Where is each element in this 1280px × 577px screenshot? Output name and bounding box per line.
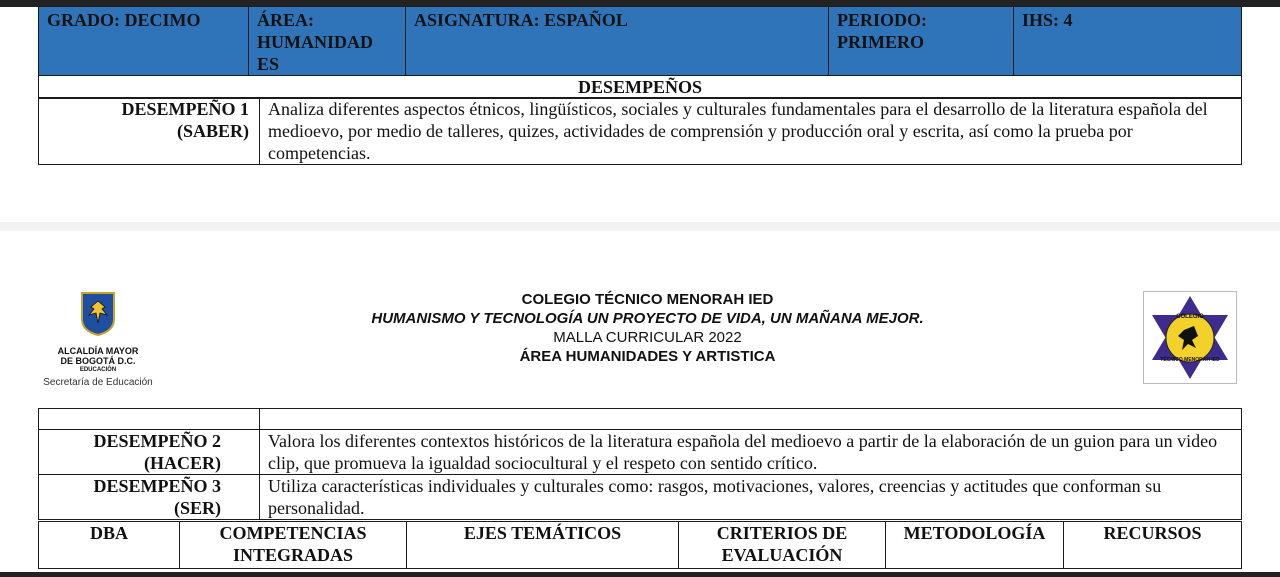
bottom-edge [0,572,1280,577]
periodo-cell: PERIODO: PRIMERO [829,7,1014,76]
column-ejes: EJES TEMÁTICOS [407,522,679,569]
area-title: ÁREA HUMANIDADES Y ARTISTICA [519,348,776,365]
star-of-david-icon [1144,292,1236,383]
school-name: COLEGIO TÉCNICO MENORAH IED [521,291,774,308]
desempeno3-label: DESEMPEÑO 3 (SER) [39,475,260,520]
document-page-2 [0,231,1280,577]
grado-cell: GRADO: DECIMO [39,7,249,76]
subheading-row [39,76,1242,99]
document-heading [300,290,995,366]
desempenos-heading: DESEMPEÑOS [39,76,1242,99]
column-dba: DBA [39,522,180,569]
header-table [38,6,1242,99]
document-page-1 [0,0,1280,222]
planning-columns-table [38,521,1242,569]
school-motto: HUMANISMO Y TECNOLOGÍA UN PROYECTO DE VIDA, UN MAÑANA MEJOR. [371,310,924,327]
desempeno1-row [39,98,1242,165]
desempeno2-label: DESEMPEÑO 2 (HACER) [39,430,260,475]
bogota-crest-icon [78,291,118,337]
column-metodologia: METODOLOGÍA [886,522,1064,569]
logo-right-text2: TÉCNICO MENORAH IED [1160,357,1220,363]
alcaldia-line1: ALCALDÍA MAYOR [57,346,139,356]
columns-header-row [39,522,1242,569]
desempeno3-text: Utiliza características individuales y culturales como: rasgos, motivaciones, valores, creencias y actitudes que conforman su personalidad. [260,475,1242,520]
asignatura-cell: ASIGNATURA: ESPAÑOL [406,7,829,76]
logo-right-text1: COLEGIO [1176,314,1204,320]
desempeno1-table [38,97,1242,165]
empty-cell-right [260,409,1242,430]
desempenos-table [38,408,1242,520]
secretaria-text: Secretaría de Educación [43,377,153,388]
column-competencias: COMPETENCIAS INTEGRADAS [180,522,407,569]
alcaldia-line2: DE BOGOTÁ D.C. [60,356,136,366]
desempeno2-row [39,430,1242,475]
desempeno3-row [39,475,1242,520]
desempeno1-label: DESEMPEÑO 1 (SABER) [39,98,260,165]
desempeno1-text: Analiza diferentes aspectos étnicos, lingüísticos, sociales y culturales fundamentales para el desarrollo de la literatura española del medioevo, por medio de talleres, quizes, actividades de comprensión y producción oral y escrita, así como la prueba por competencias. [260,98,1242,165]
empty-cell-left [39,409,260,430]
document-type: MALLA CURRICULAR 2022 [553,329,742,346]
header-row [39,7,1242,76]
alcaldia-line3: EDUCACIÓN [79,367,117,373]
column-criterios: CRITERIOS DE EVALUACIÓN [679,522,886,569]
empty-row [39,409,1242,430]
alcaldia-logo [38,291,158,391]
menorah-logo [1143,291,1237,384]
desempeno2-text: Valora los diferentes contextos históricos de la literatura española del medioevo a partir de la elaboración de un guion para un video clip, que promueva la igualdad sociocultural y el respeto con sentido crítico. [260,430,1242,475]
area-cell: ÁREA: HUMANIDAD ES [249,7,406,76]
ihs-cell: IHS: 4 [1014,7,1242,76]
column-recursos: RECURSOS [1064,522,1242,569]
